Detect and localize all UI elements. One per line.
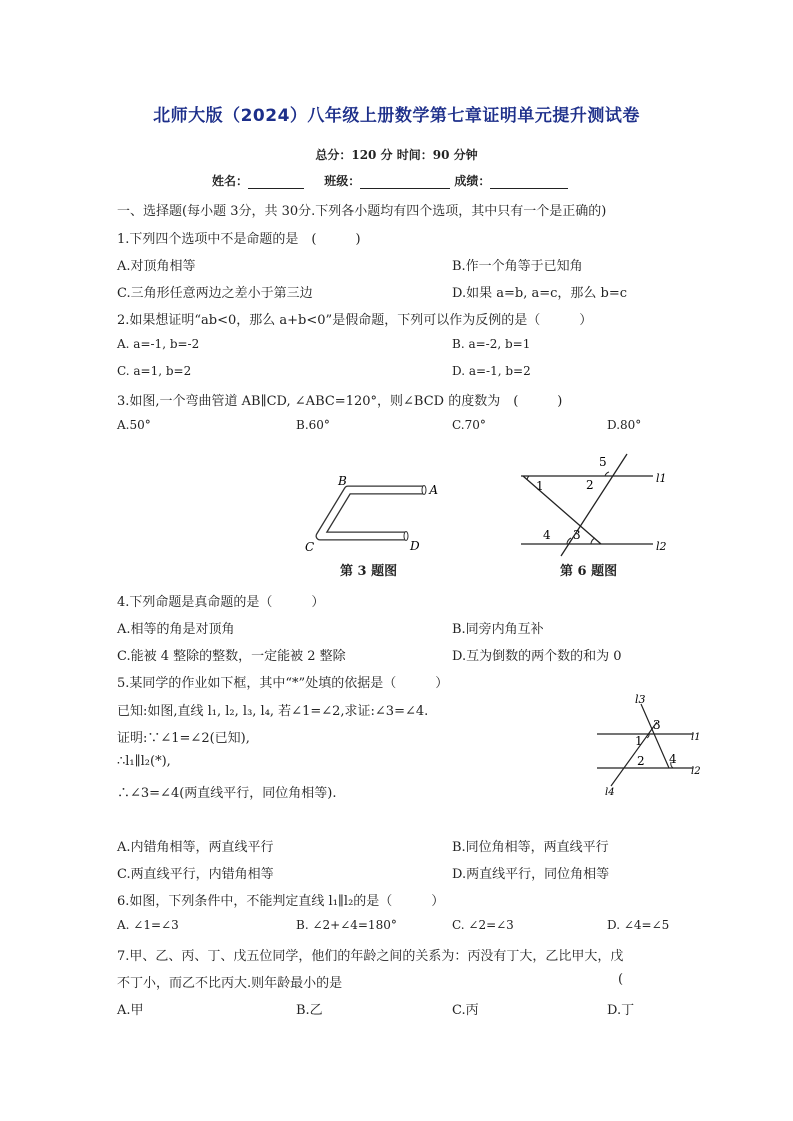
q4-stem: 4.下列命题是真命题的是（ ） [117,595,325,610]
label-angle-4: 4 [543,528,551,542]
q3-option-a: A.50° [117,418,151,432]
q5-option-a: A.内错角相等，两直线平行 [117,840,274,855]
label-angle-1: 1 [536,479,544,493]
q1-option-b: B.作一个角等于已知角 [452,259,583,274]
label-angle-1: 1 [635,734,643,748]
score-label: 成绩： [454,174,491,188]
label-angle-5: 5 [599,455,607,469]
label-c: C [305,540,315,554]
label-l2: l2 [691,766,701,777]
q2-option-a: A. a=-1, b=-2 [117,337,200,351]
q5-stem: 5.某同学的作业如下框，其中“*”处填的依据是（ ） [117,676,449,691]
q4-option-d: D.互为倒数的两个数的和为 0 [452,649,622,664]
q2-option-b: B. a=-2, b=1 [452,337,531,351]
q2-stem: 2.如果想证明“ab<0，那么 a+b<0”是假命题，下列可以作为反例的是（ ） [117,313,593,328]
figure-q3-pipe [300,474,438,558]
q5-proof-1: 证明:∵∠1=∠2(已知), [117,731,250,746]
q1-stem: 1.下列四个选项中不是命题的是 ( ) [117,232,361,247]
name-field[interactable] [248,175,304,189]
figure-q6-caption: 第 6 题图 [560,564,618,579]
label-l1: l1 [691,732,701,743]
label-d: D [410,539,420,553]
pipe-end-a [422,486,426,495]
q1-option-a: A.对顶角相等 [117,259,196,274]
q7-stem-line-1: 7.甲、乙、丙、丁、戊五位同学，他们的年龄之间的关系为：丙没有丁大，乙比甲大，戊 [117,949,624,964]
q5-option-d: D.两直线平行，同位角相等 [452,867,610,882]
pipe-end-d [404,532,408,541]
q6-option-a: A. ∠1=∠3 [117,918,179,932]
q3-option-c: C.70° [452,418,486,432]
label-a: A [429,483,438,497]
transversal-2 [561,454,627,556]
q4-option-b: B.同旁内角互补 [452,622,544,637]
label-angle-4: 4 [669,752,677,766]
pipe-inner [320,490,424,536]
label-angle-3: 3 [653,718,661,732]
page-title: 北师大版（2024）八年级上册数学第七章证明单元提升测试卷 [153,106,640,126]
q4-option-a: A.相等的角是对顶角 [117,622,235,637]
q2-option-c: C. a=1, b=2 [117,364,192,378]
q5-option-b: B.同位角相等，两直线平行 [452,840,609,855]
line-l4 [611,722,657,786]
q2-option-d: D. a=-1, b=2 [452,364,531,378]
q5-given: 已知:如图,直线 l₁, l₂, l₃, l₄, 若∠1=∠2,求证:∠3=∠4. [117,704,429,719]
q7-option-c: C.丙 [452,1003,479,1018]
q6-option-c: C. ∠2=∠3 [452,918,514,932]
q6-option-b: B. ∠2+∠4=180° [296,918,397,932]
label-angle-2: 2 [586,478,594,492]
label-angle-3: 3 [573,528,581,542]
class-label: 班级： [324,174,361,188]
q7-paren: ( [618,972,624,987]
q6-option-d: D. ∠4=∠5 [607,918,670,932]
q7-option-a: A.甲 [117,1003,144,1018]
label-b: B [338,474,347,488]
q7-option-d: D.丁 [607,1003,635,1018]
q5-proof-2: ∴l₁∥l₂(*), [117,754,171,769]
line-l3 [641,704,669,768]
figure-q5-lines [595,694,705,799]
q1-option-d: D.如果 a=b, a=c，那么 b=c [452,286,628,301]
q7-option-b: B.乙 [296,1003,323,1018]
q6-stem: 6.如图，下列条件中，不能判定直线 l₁∥l₂的是（ ） [117,894,445,909]
q3-option-d: D.80° [607,418,642,432]
section-heading: 一、选择题(每小题 3分，共 30分.下列各小题均有四个选项，其中只有一个是正确的) [117,204,607,219]
name-label: 姓名： [212,174,249,188]
q1-option-c: C.三角形任意两边之差小于第三边 [117,286,313,301]
label-line-l1: l1 [656,472,667,485]
q5-proof-3: ∴∠3=∠4(两直线平行，同位角相等). [117,786,337,801]
info-row [212,172,568,189]
q3-option-b: B.60° [296,418,330,432]
class-field[interactable] [360,175,450,189]
label-angle-2: 2 [637,754,645,768]
score-field[interactable] [490,175,568,189]
label-l4: l4 [605,787,615,798]
figure-q6-lines [515,452,675,558]
q5-option-c: C.两直线平行，内错角相等 [117,867,274,882]
label-l3: l3 [635,693,646,706]
figure-q3-caption: 第 3 题图 [340,564,398,579]
exam-meta: 总分：120 分 时间：90 分钟 [315,148,478,162]
q7-stem-line-2: 不丁小，而乙不比丙大.则年龄最小的是 [117,976,343,991]
q4-option-c: C.能被 4 整除的整数，一定能被 2 整除 [117,649,346,664]
label-line-l2: l2 [656,540,667,553]
q3-stem: 3.如图,一个弯曲管道 AB∥CD, ∠ABC=120°，则∠BCD 的度数为 ( ) [117,394,563,409]
